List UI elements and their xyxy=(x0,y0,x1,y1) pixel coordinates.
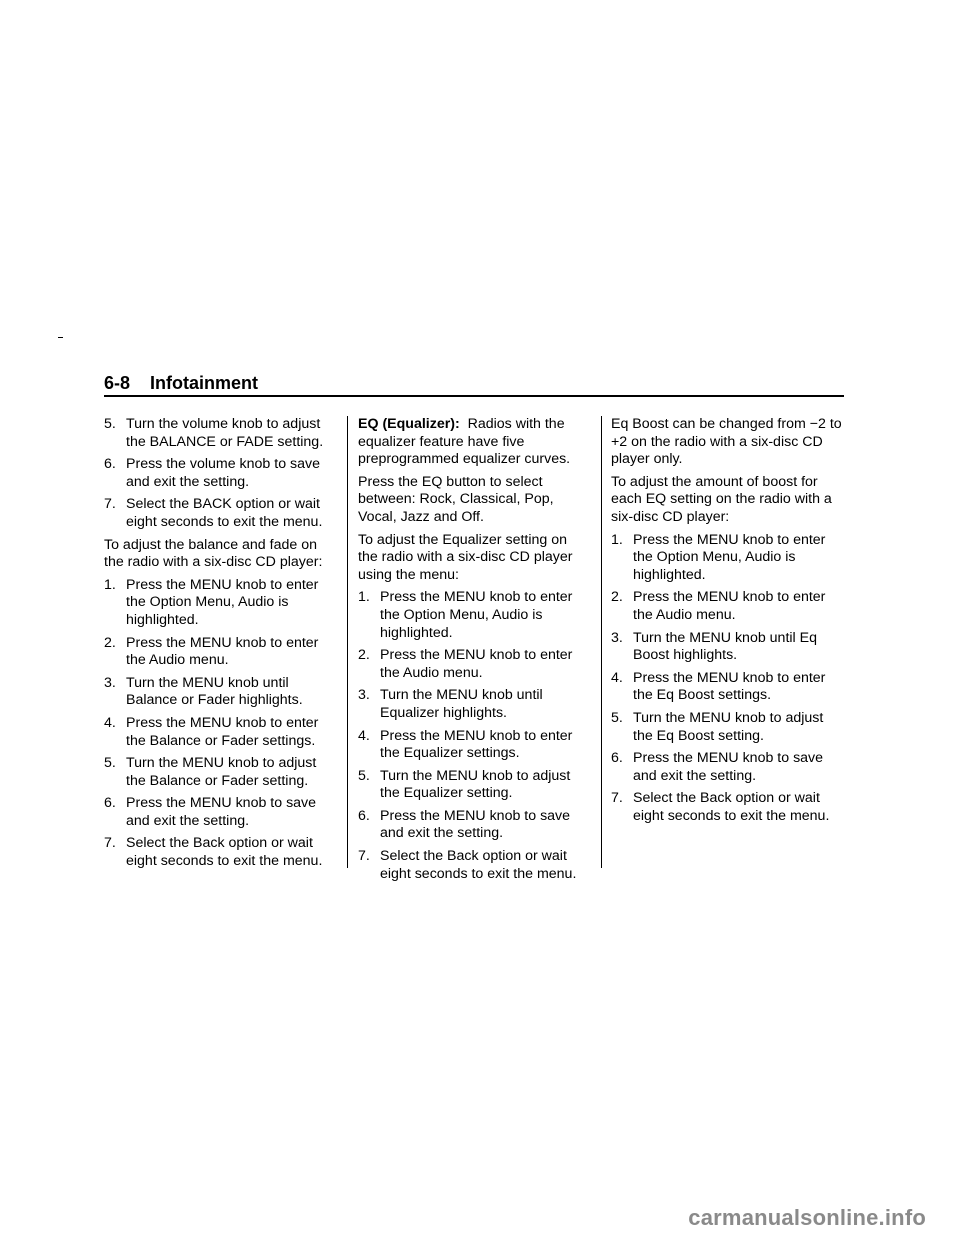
list-item: 4. Press the MENU knob to enter the Equalizer settings. xyxy=(358,727,573,762)
list-item: 5. Turn the volume knob to adjust the BALANCE or FADE setting. xyxy=(104,416,324,450)
list-item: 2. Press the MENU knob to enter the Audio menu. xyxy=(358,647,573,681)
watermark: carmanualsonline.info xyxy=(688,1205,926,1230)
header-rule xyxy=(104,395,844,397)
list-item: 7. Select the Back option or wait eight seconds to exit the menu. xyxy=(104,835,323,870)
list-item: 7. Select the Back option or wait eight seconds to exit the menu. xyxy=(611,790,830,824)
paragraph: Eq Boost can be changed from −2 to +2 on the radio with a six-disc CD player only. xyxy=(611,416,842,468)
column-1 xyxy=(104,416,336,876)
list-item: 5. Turn the MENU knob to adjust the Eq Boost setting. xyxy=(611,709,824,744)
list-item: 1. Press the MENU knob to enter the Option Menu, Audio is highlighted. xyxy=(104,576,319,628)
list-item: 5. Turn the MENU knob to adjust the Balance or Fader setting. xyxy=(104,755,317,789)
list-item: 6. Press the MENU knob to save and exit the setting. xyxy=(104,795,317,829)
column-2 xyxy=(358,416,590,888)
page-header xyxy=(104,372,844,394)
list-item: 2. Press the MENU knob to enter the Audio menu. xyxy=(611,589,826,623)
eq-heading: EQ (Equalizer): xyxy=(358,416,460,432)
eq-text: Radios with the equalizer feature have five preprogrammed equalizer curves. xyxy=(358,416,571,468)
page-number: 6-8 xyxy=(104,373,131,393)
crop-mark xyxy=(58,337,63,338)
column-divider xyxy=(347,416,348,868)
column-3 xyxy=(611,416,843,830)
paragraph xyxy=(358,416,590,469)
list-item: 6. Press the MENU knob to save and exit the setting. xyxy=(358,807,571,842)
page-title xyxy=(104,372,844,394)
paragraph: To adjust the amount of boost for each EQ setting on the radio with a six-disc CD player: xyxy=(611,473,832,525)
list-item: 7. Select the Back option or wait eight seconds to exit the menu. xyxy=(358,848,577,882)
paragraph: To adjust the Equalizer setting on the radio with a six-disc CD player using the menu: xyxy=(358,531,573,583)
list-item: 3. Turn the MENU knob until Eq Boost highlights. xyxy=(611,629,817,664)
paragraph: Press the EQ button to select between: Rock, Classical, Pop, Vocal, Jazz and Off. xyxy=(358,473,554,525)
paragraph: To adjust the balance and fade on the radio with a six-disc CD player: xyxy=(104,536,323,571)
list-item: 7. Select the BACK option or wait eight seconds to exit the menu. xyxy=(104,496,323,530)
list-item: 2. Press the MENU knob to enter the Audio menu. xyxy=(104,634,319,669)
list-item: 4. Press the MENU knob to enter the Balance or Fader settings. xyxy=(104,714,319,749)
column-divider xyxy=(601,416,602,868)
list-item: 1. Press the MENU knob to enter the Option Menu, Audio is highlighted. xyxy=(611,531,826,583)
list-item: 3. Turn the MENU knob until Equalizer highlights. xyxy=(358,687,543,721)
list-item: 6. Press the MENU knob to save and exit the setting. xyxy=(611,750,824,784)
section-title: Infotainment xyxy=(150,373,259,393)
list-item: 4. Press the MENU knob to enter the Eq Boost settings. xyxy=(611,669,826,704)
list-item: 1. Press the MENU knob to enter the Option Menu, Audio is highlighted. xyxy=(358,589,573,641)
list-item: 6. Press the volume knob to save and exit the setting. xyxy=(104,456,320,490)
list-item: 5. Turn the MENU knob to adjust the Equalizer setting. xyxy=(358,767,571,802)
list-item: 3. Turn the MENU knob until Balance or Fader highlights. xyxy=(104,674,303,709)
